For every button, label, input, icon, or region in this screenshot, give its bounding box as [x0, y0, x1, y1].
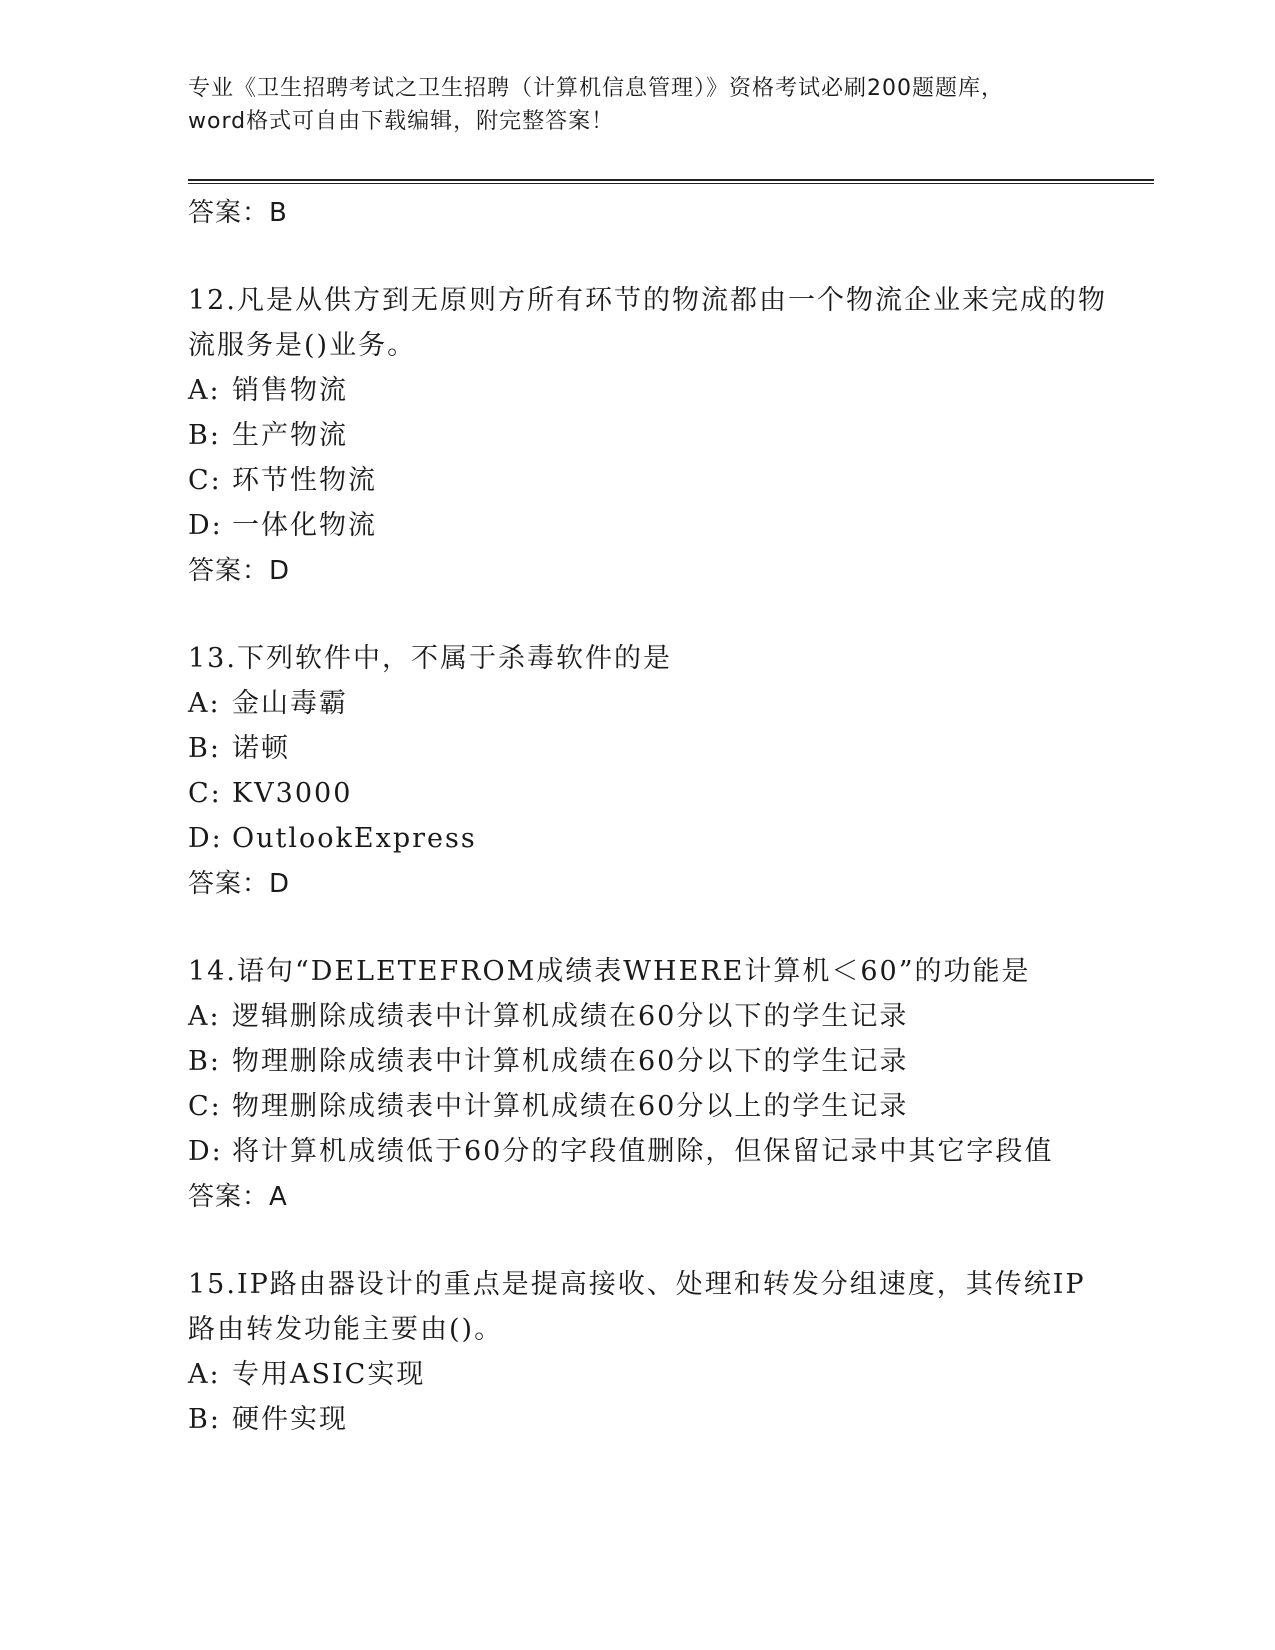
option-text: 硬件实现	[232, 1404, 348, 1435]
option-key: A:	[188, 688, 221, 719]
option-d	[188, 816, 1108, 861]
header-title-line-2: word格式可自由下载编辑，附完整答案！	[188, 109, 615, 134]
option-a	[188, 681, 1108, 726]
option-d	[188, 1129, 1108, 1174]
page-header	[188, 72, 1088, 138]
question-stem: 13.下列软件中，不属于杀毒软件的是	[188, 643, 672, 674]
option-text: 一体化物流	[232, 510, 377, 541]
option-key: B:	[188, 1404, 221, 1435]
option-key: A:	[188, 1001, 221, 1032]
option-b	[188, 1397, 1108, 1442]
header-divider	[188, 179, 1154, 184]
option-b	[188, 413, 1108, 458]
option-key: D:	[188, 510, 223, 541]
option-text: 物理删除成绩表中计算机成绩在60分以上的学生记录	[232, 1091, 909, 1122]
option-c	[188, 771, 1108, 816]
option-c	[188, 458, 1108, 503]
option-text: 环节性物流	[232, 465, 377, 496]
option-key: D:	[188, 1136, 223, 1167]
question-item	[188, 636, 1108, 907]
question-stem: 12.凡是从供方到无原则方所有环节的物流都由一个物流企业来完成的物流服务是()业务。	[188, 285, 1107, 361]
option-key: A:	[188, 1359, 221, 1390]
option-key: A:	[188, 375, 221, 406]
option-text: 物理删除成绩表中计算机成绩在60分以下的学生记录	[232, 1046, 909, 1077]
option-key: C:	[188, 1091, 222, 1122]
option-key: B:	[188, 420, 221, 451]
option-b	[188, 1039, 1108, 1084]
option-text: 金山毒霸	[232, 688, 348, 719]
option-b	[188, 726, 1108, 771]
answer-label: 答案：D	[188, 869, 291, 899]
option-text: KV3000	[232, 778, 353, 809]
option-a	[188, 1352, 1108, 1397]
option-text: 逻辑删除成绩表中计算机成绩在60分以下的学生记录	[232, 1001, 909, 1032]
answer-label: 答案：D	[188, 556, 291, 586]
question-stem: 15.IP路由器设计的重点是提高接收、处理和转发分组速度，其传统IP路由转发功能主要由()。	[188, 1269, 1086, 1345]
option-key: B:	[188, 733, 221, 764]
header-title-line-1: 专业《卫生招聘考试之卫生招聘（计算机信息管理）》资格考试必刷200题题库，	[188, 76, 1004, 101]
option-text: 将计算机成绩低于60分的字段值删除，但保留记录中其它字段值	[232, 1136, 1054, 1167]
question-item	[188, 1262, 1108, 1442]
option-key: B:	[188, 1046, 221, 1077]
option-key: D:	[188, 823, 223, 854]
option-a	[188, 994, 1108, 1039]
answer-label: 答案：B	[188, 198, 288, 228]
option-text: 诺顿	[232, 733, 290, 764]
option-text: 专用ASIC实现	[232, 1359, 426, 1390]
question-stem: 14.语句“DELETEFROM成绩表WHERE计算机＜60”的功能是	[188, 956, 1031, 987]
option-text: OutlookExpress	[232, 823, 477, 854]
option-c	[188, 1084, 1108, 1129]
question-item	[188, 278, 1108, 594]
option-d	[188, 503, 1108, 548]
answer-label: 答案：A	[188, 1182, 288, 1212]
option-text: 生产物流	[232, 420, 348, 451]
option-key: C:	[188, 465, 222, 496]
option-text: 销售物流	[232, 375, 348, 406]
option-key: C:	[188, 778, 222, 809]
question-list	[188, 190, 1108, 1442]
question-item	[188, 949, 1108, 1220]
option-a	[188, 368, 1108, 413]
